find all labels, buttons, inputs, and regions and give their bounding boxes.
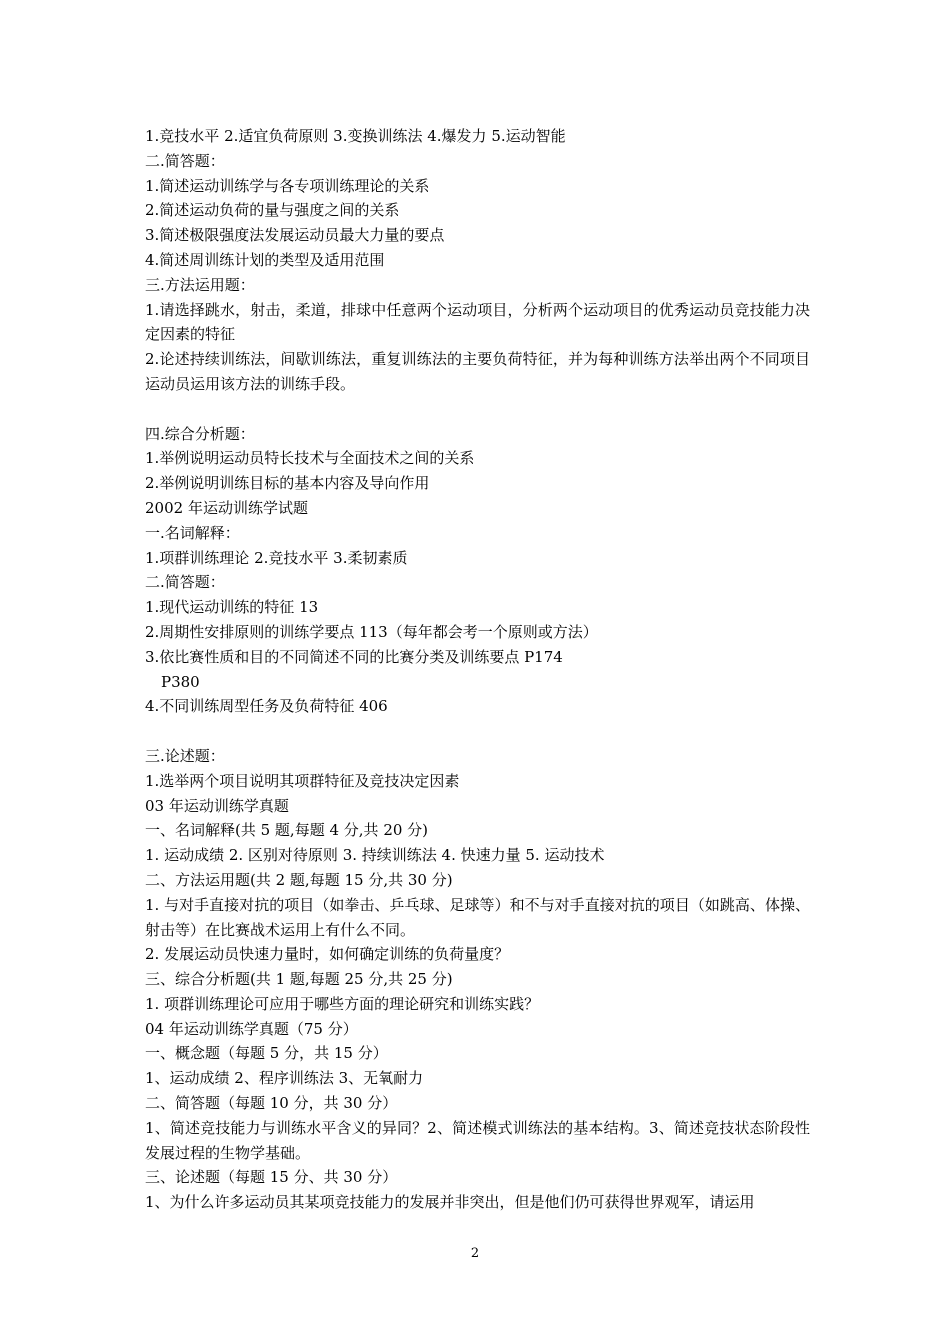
section-heading: 四.综合分析题： [145, 424, 255, 443]
text-paragraph: 1. 与对手直接对抗的项目（如拳击、乒乓球、足球等）和不与对手直接对抗的项目（如跳高、体操、射击等）在比赛战术运用上有什么不同。 [145, 895, 810, 939]
section-heading: 一.名词解释： [145, 523, 240, 542]
section-heading: 三、论述题（每题 15 分、共 30 分） [145, 1168, 398, 1187]
text-line: 1. 项群训练理论可应用于哪些方面的理论研究和训练实践？ [145, 994, 540, 1013]
section-heading: 一、名词解释(共 5 题,每题 4 分,共 20 分) [145, 821, 429, 840]
text-line: 1、为什么许多运动员其某项竞技能力的发展并非突出，但是他们仍可获得世界观军，请运用 [145, 1193, 755, 1212]
text-paragraph: 1、简述竞技能力与训练水平含义的异同？2、简述模式训练法的基本结构。3、简述竞技状态阶段性发展过程的生物学基础。 [145, 1118, 810, 1162]
text-paragraph: 1.请选择跳水，射击，柔道，排球中任意两个运动项目，分析两个运动项目的优秀运动员竞技能力决定因素的特征 [145, 300, 810, 344]
text-line: 2.周期性安排原则的训练学要点 113（每年都会考一个原则或方法） [145, 622, 598, 641]
section-heading: 二、方法运用题(共 2 题,每题 15 分,共 30 分) [145, 870, 453, 889]
text-line: 1、运动成绩 2、程序训练法 3、无氧耐力 [145, 1069, 424, 1088]
text-line: 1.竞技水平 2.适宜负荷原则 3.变换训练法 4.爆发力 5.运动智能 [145, 127, 566, 145]
text-line: 1.举例说明运动员特长技术与全面技术之间的关系 [145, 449, 475, 468]
text-paragraph: 2.论述持续训练法，间歇训练法，重复训练法的主要负荷特征，并为每种训练方法举出两个不同项目运动员运用该方法的训练手段。 [145, 350, 810, 393]
section-heading: 二.简答题： [145, 573, 225, 592]
text-line: 4.简述周训练计划的类型及适用范围 [145, 250, 385, 269]
blank-line [145, 719, 810, 744]
text-line: 3.依比赛性质和目的不同简述不同的比赛分类及训练要点 P174 [145, 647, 563, 666]
text-line: 1.项群训练理论 2.竞技水平 3.柔韧素质 [145, 548, 408, 567]
section-heading: 二.简答题： [145, 151, 225, 170]
section-heading: 三、综合分析题(共 1 题,每题 25 分,共 25 分) [145, 970, 453, 989]
section-heading: 三.论述题： [145, 746, 225, 765]
text-line: 1. 运动成绩 2. 区别对待原则 3. 持续训练法 4. 快速力量 5. 运动技术 [145, 846, 605, 865]
text-line: 2.简述运动负荷的量与强度之间的关系 [145, 201, 400, 220]
text-line: 1.简述运动训练学与各专项训练理论的关系 [145, 176, 430, 195]
text-line: 3.简述极限强度法发展运动员最大力量的要点 [145, 226, 445, 245]
section-heading: 一、概念题（每题 5 分，共 15 分） [145, 1044, 388, 1063]
exam-title: 2002 年运动训练学试题 [145, 498, 308, 517]
section-heading: 三.方法运用题： [145, 275, 255, 294]
exam-title: 04 年运动训练学真题（75 分） [145, 1019, 358, 1038]
text-line: 1.选举两个项目说明其项群特征及竞技决定因素 [145, 771, 460, 790]
text-line: 2.举例说明训练目标的基本内容及导向作用 [145, 474, 430, 493]
blank-line [145, 397, 810, 422]
text-line: P380 [161, 672, 200, 691]
text-line: 1.现代运动训练的特征 13 [145, 598, 319, 617]
text-line: 4.不同训练周型任务及负荷特征 406 [145, 697, 388, 716]
text-line: 2. 发展运动员快速力量时，如何确定训练的负荷量度？ [145, 945, 510, 964]
page-number: 2 [470, 1246, 480, 1261]
page-content [145, 124, 810, 1215]
section-heading: 二、简答题（每题 10 分，共 30 分） [145, 1094, 398, 1113]
exam-title: 03 年运动训练学真题 [145, 796, 289, 815]
